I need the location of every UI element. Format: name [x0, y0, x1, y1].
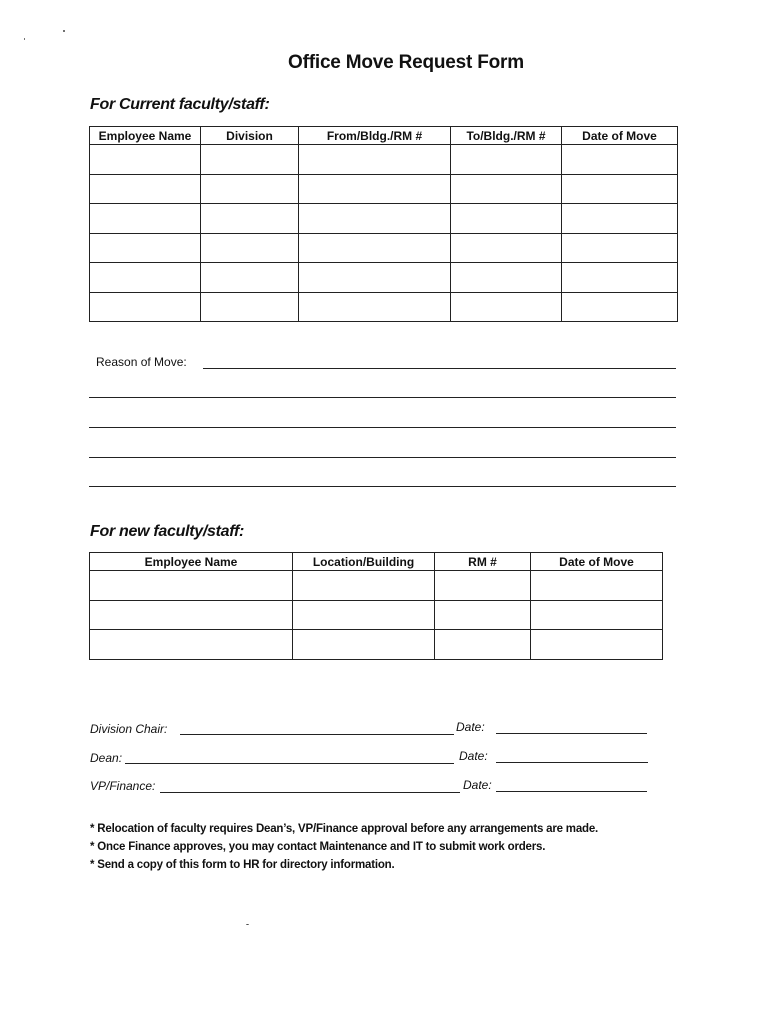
- from-cell[interactable]: [299, 233, 451, 263]
- division-chair-date-label: Date:: [456, 720, 485, 734]
- from-cell[interactable]: [299, 174, 451, 204]
- from-cell[interactable]: [299, 292, 451, 322]
- to-cell[interactable]: [451, 145, 562, 175]
- current-staff-table: [89, 126, 678, 322]
- new-staff-heading: For new faculty/staff:: [90, 523, 245, 540]
- table-row: [90, 174, 678, 204]
- table-row: [90, 145, 678, 175]
- column-header-division: Division: [201, 127, 299, 145]
- date-cell[interactable]: [562, 174, 678, 204]
- new-staff-header-row: [90, 553, 663, 571]
- column-header-date-of-move: Date of Move: [531, 553, 663, 571]
- table-row: [90, 630, 663, 660]
- column-header-from-bldg-rm: From/Bldg./RM #: [299, 127, 451, 145]
- to-cell[interactable]: [451, 233, 562, 263]
- scan-speck: [24, 38, 25, 40]
- rm-cell[interactable]: [435, 600, 531, 630]
- reason-of-move-line[interactable]: [89, 457, 676, 458]
- date-cell[interactable]: [562, 263, 678, 293]
- reason-of-move-line[interactable]: [89, 427, 676, 428]
- date-cell[interactable]: [531, 600, 663, 630]
- date-cell[interactable]: [562, 233, 678, 263]
- reason-of-move-line[interactable]: [203, 368, 676, 369]
- division-chair-label: Division Chair:: [90, 722, 168, 736]
- employee-name-cell[interactable]: [90, 600, 293, 630]
- date-cell[interactable]: [531, 630, 663, 660]
- division-chair-signature-line[interactable]: [180, 734, 454, 735]
- division-cell[interactable]: [201, 292, 299, 322]
- employee-name-cell[interactable]: [90, 174, 201, 204]
- scan-speck: [63, 30, 65, 32]
- division-cell[interactable]: [201, 145, 299, 175]
- column-header-date-of-move: Date of Move: [562, 127, 678, 145]
- date-cell[interactable]: [562, 145, 678, 175]
- current-staff-header-row: [90, 127, 678, 145]
- table-row: [90, 571, 663, 601]
- from-cell[interactable]: [299, 263, 451, 293]
- column-header-to-bldg-rm: To/Bldg./RM #: [451, 127, 562, 145]
- rm-cell[interactable]: [435, 630, 531, 660]
- new-staff-table: [89, 552, 663, 660]
- employee-name-cell[interactable]: [90, 263, 201, 293]
- employee-name-cell[interactable]: [90, 630, 293, 660]
- note-finance-approval: * Once Finance approves, you may contact Maintenance and IT to submit work orders.: [90, 841, 546, 853]
- dean-date-line[interactable]: [496, 762, 648, 763]
- employee-name-cell[interactable]: [90, 204, 201, 234]
- reason-of-move-label: Reason of Move:: [96, 355, 187, 369]
- from-cell[interactable]: [299, 145, 451, 175]
- employee-name-cell[interactable]: [90, 145, 201, 175]
- table-row: [90, 263, 678, 293]
- table-row: [90, 233, 678, 263]
- location-cell[interactable]: [293, 630, 435, 660]
- dean-date-label: Date:: [459, 749, 488, 763]
- division-cell[interactable]: [201, 204, 299, 234]
- employee-name-cell[interactable]: [90, 571, 293, 601]
- vp-finance-date-line[interactable]: [496, 791, 647, 792]
- dean-label: Dean:: [90, 751, 123, 765]
- from-cell[interactable]: [299, 204, 451, 234]
- column-header-location-building: Location/Building: [293, 553, 435, 571]
- employee-name-cell[interactable]: [90, 292, 201, 322]
- table-row: [90, 600, 663, 630]
- to-cell[interactable]: [451, 204, 562, 234]
- to-cell[interactable]: [451, 263, 562, 293]
- reason-of-move-line[interactable]: [89, 486, 676, 487]
- column-header-employee-name: Employee Name: [90, 127, 201, 145]
- vp-finance-label: VP/Finance:: [90, 779, 156, 793]
- vp-finance-date-label: Date:: [463, 778, 492, 792]
- column-header-employee-name: Employee Name: [90, 553, 293, 571]
- date-cell[interactable]: [562, 204, 678, 234]
- division-chair-date-line[interactable]: [496, 733, 647, 734]
- table-row: [90, 204, 678, 234]
- current-staff-heading: For Current faculty/staff:: [90, 96, 270, 113]
- scan-speck: [246, 924, 249, 925]
- date-cell[interactable]: [531, 571, 663, 601]
- page-title: Office Move Request Form: [288, 52, 524, 73]
- to-cell[interactable]: [451, 174, 562, 204]
- location-cell[interactable]: [293, 600, 435, 630]
- division-cell[interactable]: [201, 233, 299, 263]
- table-row: [90, 292, 678, 322]
- date-cell[interactable]: [562, 292, 678, 322]
- location-cell[interactable]: [293, 571, 435, 601]
- employee-name-cell[interactable]: [90, 233, 201, 263]
- to-cell[interactable]: [451, 292, 562, 322]
- rm-cell[interactable]: [435, 571, 531, 601]
- division-cell[interactable]: [201, 263, 299, 293]
- division-cell[interactable]: [201, 174, 299, 204]
- dean-signature-line[interactable]: [125, 763, 454, 764]
- column-header-rm: RM #: [435, 553, 531, 571]
- vp-finance-signature-line[interactable]: [160, 792, 460, 793]
- reason-of-move-line[interactable]: [89, 397, 676, 398]
- note-faculty-relocation: * Relocation of faculty requires Dean’s, VP/Finance approval before any arrangements are made.: [90, 823, 599, 835]
- note-send-to-hr: * Send a copy of this form to HR for directory information.: [90, 859, 395, 871]
